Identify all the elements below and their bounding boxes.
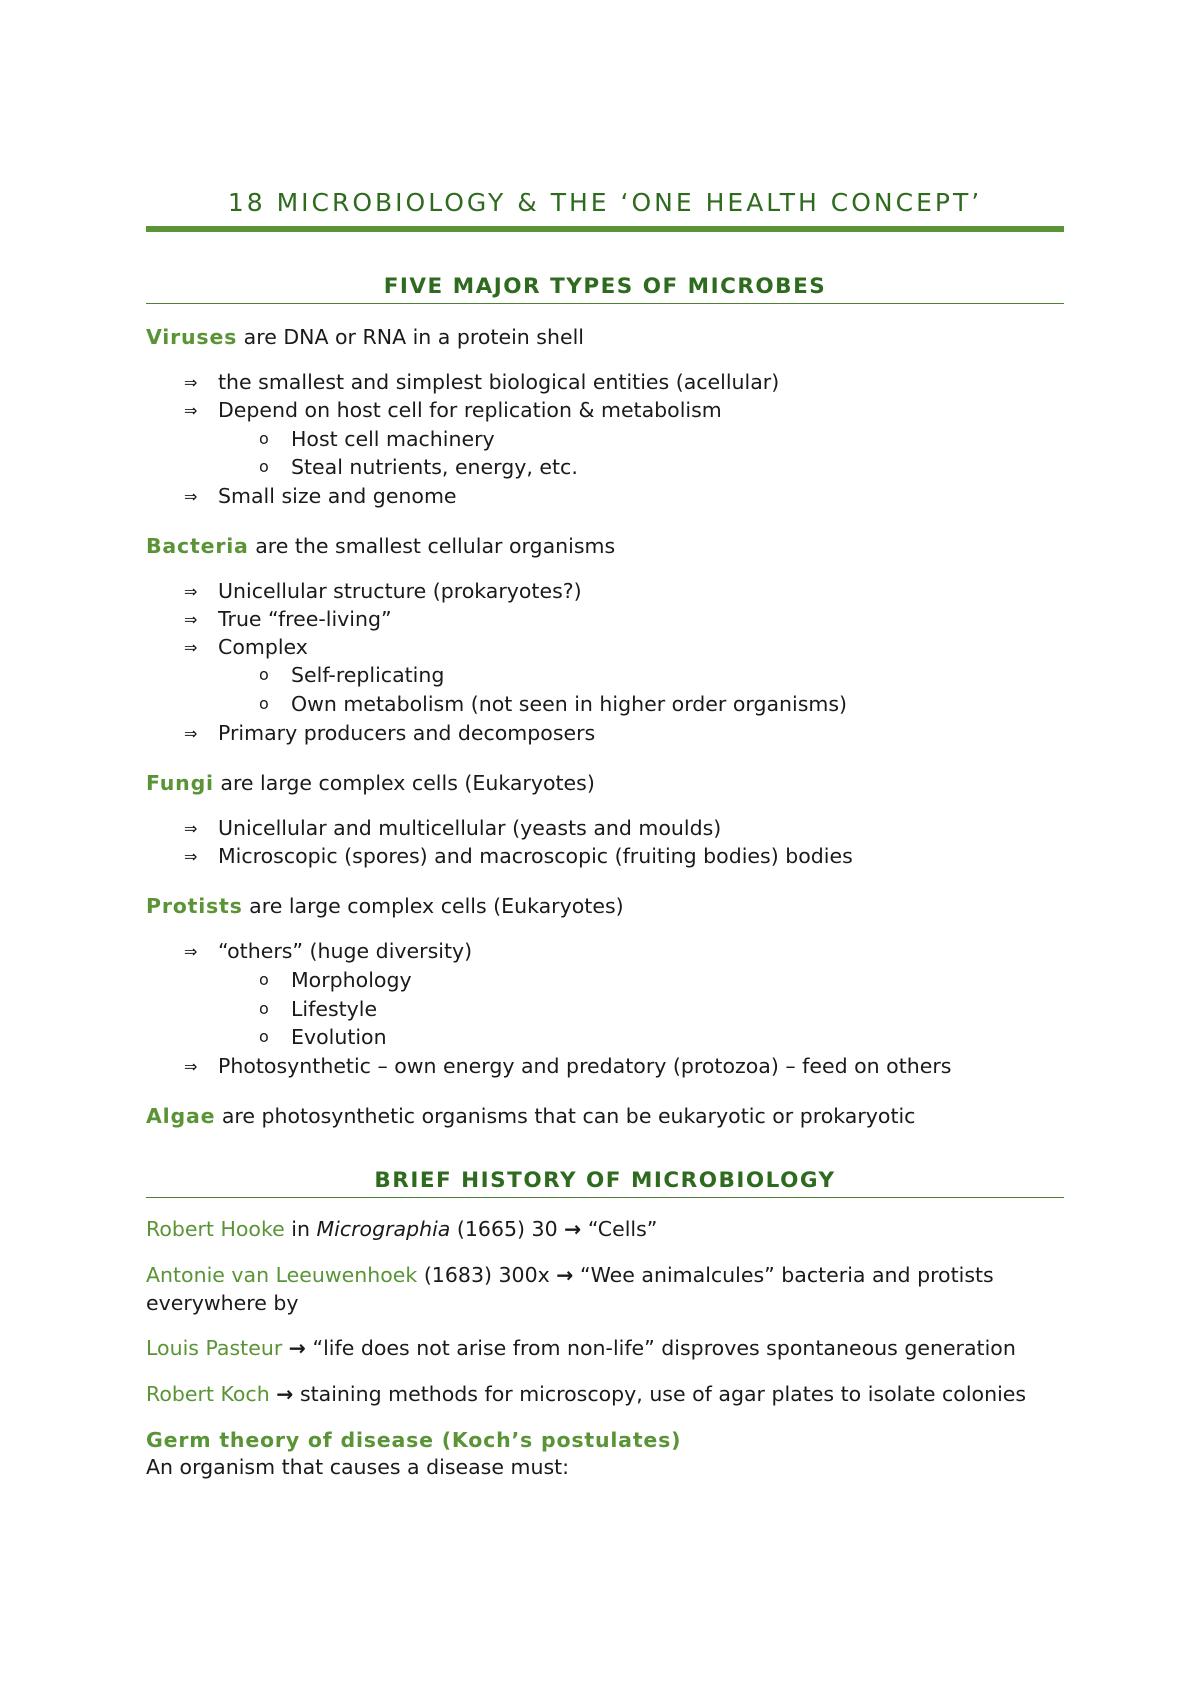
double-arrow-icon: ⇒ bbox=[184, 487, 198, 507]
circle-bullet-icon: o bbox=[259, 428, 269, 448]
right-arrow-icon: → bbox=[276, 1381, 294, 1406]
history-leeuwenhoek: Antonie van Leeuwenhoek (1683) 300x → “Wee animalcules” bacteria and protists everywhere by bbox=[146, 1262, 994, 1315]
algae-definition: Algae are photosynthetic organisms that can be eukaryotic or prokaryotic bbox=[146, 1103, 916, 1128]
right-arrow-icon: → bbox=[564, 1217, 582, 1242]
person-robert-koch: Robert Koch bbox=[146, 1381, 270, 1406]
history-pasteur: Louis Pasteur → “life does not arise from non-life” disproves spontaneous generation bbox=[146, 1336, 1016, 1361]
list-item: ⇒ Microscopic (spores) and macroscopic (fruiting bodies) bodies bbox=[184, 843, 1064, 871]
section-heading-microbe-types: FIVE MAJOR TYPES OF MICROBES bbox=[146, 272, 1064, 304]
list-item: ⇒ “others” (huge diversity) o Morphology o Lifestyle o Evolution bbox=[184, 938, 1064, 1052]
fungi-definition: Fungi are large complex cells (Eukaryotes) bbox=[146, 770, 595, 795]
circle-bullet-icon: o bbox=[259, 969, 269, 989]
person-antonie-van-leeuwenhoek: Antonie van Leeuwenhoek bbox=[146, 1262, 418, 1287]
right-arrow-icon: → bbox=[556, 1262, 574, 1287]
protists-points bbox=[146, 938, 1064, 1080]
list-item: ⇒ Photosynthetic – own energy and predatory (protozoa) – feed on others bbox=[184, 1053, 1064, 1081]
person-robert-hooke: Robert Hooke bbox=[146, 1217, 285, 1242]
term-algae: Algae bbox=[146, 1103, 216, 1128]
double-arrow-icon: ⇒ bbox=[184, 723, 198, 743]
sub-list-item: o Evolution bbox=[259, 1025, 387, 1050]
section-heading-history: BRIEF HISTORY OF MICROBIOLOGY bbox=[146, 1166, 1064, 1198]
list-item: ⇒ Depend on host cell for replication & metabolism o Host cell machinery o Steal nutrients, energy, etc. bbox=[184, 397, 1064, 482]
list-item: ⇒ Unicellular structure (prokaryotes?) bbox=[184, 578, 1064, 606]
double-arrow-icon: ⇒ bbox=[184, 373, 198, 393]
list-item: ⇒ Small size and genome bbox=[184, 483, 1064, 511]
term-viruses: Viruses bbox=[146, 324, 238, 349]
circle-bullet-icon: o bbox=[259, 457, 269, 477]
circle-bullet-icon: o bbox=[259, 998, 269, 1018]
list-item: ⇒ Complex o Self-replicating o Own metabolism (not seen in higher order organisms) bbox=[184, 634, 1064, 719]
circle-bullet-icon: o bbox=[259, 694, 269, 714]
list-item: ⇒ the smallest and simplest biological entities (acellular) bbox=[184, 369, 1064, 397]
sub-list-item: o Host cell machinery bbox=[259, 426, 495, 451]
bacteria-definition: Bacteria are the smallest cellular organisms bbox=[146, 533, 616, 558]
germ-theory-heading: Germ theory of disease (Koch’s postulates) bbox=[146, 1427, 682, 1452]
book-title: Micrographia bbox=[316, 1217, 451, 1242]
fungi-points bbox=[146, 815, 1064, 870]
person-louis-pasteur: Louis Pasteur bbox=[146, 1336, 283, 1361]
term-protists: Protists bbox=[146, 893, 243, 918]
double-arrow-icon: ⇒ bbox=[184, 819, 198, 839]
term-fungi: Fungi bbox=[146, 770, 214, 795]
history-koch: Robert Koch → staining methods for microscopy, use of agar plates to isolate colonies bbox=[146, 1381, 1027, 1406]
sub-list-item: o Lifestyle bbox=[259, 996, 378, 1021]
list-item: ⇒ Primary producers and decomposers bbox=[184, 720, 1064, 748]
document-title: 18 MICROBIOLOGY & THE ‘ONE HEALTH CONCEPT’ bbox=[146, 186, 1064, 232]
term-bacteria: Bacteria bbox=[146, 533, 249, 558]
document-content bbox=[146, 186, 1064, 1482]
viruses-points bbox=[146, 369, 1064, 510]
history-hooke: Robert Hooke in Micrographia (1665) 30 → “Cells” bbox=[146, 1217, 658, 1242]
viruses-definition: Viruses are DNA or RNA in a protein shell bbox=[146, 324, 584, 349]
sub-list-item: o Steal nutrients, energy, etc. bbox=[259, 455, 578, 480]
double-arrow-icon: ⇒ bbox=[184, 846, 198, 866]
double-arrow-icon: ⇒ bbox=[184, 610, 198, 630]
double-arrow-icon: ⇒ bbox=[184, 637, 198, 657]
double-arrow-icon: ⇒ bbox=[184, 942, 198, 962]
sub-list-item: o Own metabolism (not seen in higher order organisms) bbox=[259, 692, 848, 717]
list-item: ⇒ True “free-living” bbox=[184, 606, 1064, 634]
double-arrow-icon: ⇒ bbox=[184, 401, 198, 421]
double-arrow-icon: ⇒ bbox=[184, 1056, 198, 1076]
circle-bullet-icon: o bbox=[259, 1027, 269, 1047]
germ-theory-text: An organism that causes a disease must: bbox=[146, 1455, 570, 1480]
list-item: ⇒ Unicellular and multicellular (yeasts and moulds) bbox=[184, 815, 1064, 843]
circle-bullet-icon: o bbox=[259, 665, 269, 685]
double-arrow-icon: ⇒ bbox=[184, 582, 198, 602]
bacteria-points bbox=[146, 578, 1064, 747]
protists-sub-points bbox=[218, 967, 1064, 1052]
viruses-sub-points bbox=[218, 426, 1064, 482]
protists-definition: Protists are large complex cells (Eukaryotes) bbox=[146, 893, 624, 918]
right-arrow-icon: → bbox=[288, 1336, 306, 1361]
sub-list-item: o Morphology bbox=[259, 967, 412, 992]
bacteria-sub-points bbox=[218, 662, 1064, 718]
sub-list-item: o Self-replicating bbox=[259, 663, 445, 688]
